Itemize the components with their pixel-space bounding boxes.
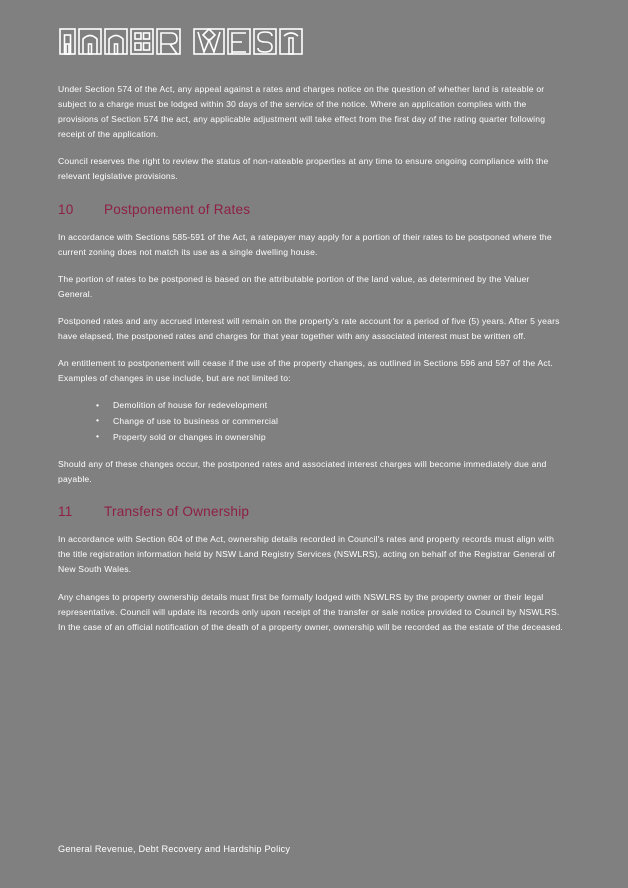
paragraph-intro-2: Council reserves the right to review the status of non-rateable properties at any time to ensure ongoing compliance with the relevant legislative provisions. — [58, 156, 549, 182]
section-heading-11 — [58, 503, 563, 521]
section-10-paragraph-after-1: Should any of these changes occur, the postponed rates and associated interest charges will become immediately due and payable. — [58, 459, 547, 485]
section-title-11: Transfers of Ownership — [104, 504, 250, 520]
document-content — [58, 82, 563, 647]
section-10-paragraph-4: An entitlement to postponement will cease if the use of the property changes, as outlined in Sections 596 and 597 of the Act. Examples of changes in use include, but are not limited to: — [58, 358, 553, 384]
list-item: • Demolition of house for redevelopment — [96, 398, 563, 414]
inner-west-logo-icon — [58, 26, 318, 60]
section-10-paragraph-1: In accordance with Sections 585-591 of the Act, a ratepayer may apply for a portion of their rates to be postponed where the current zoning does not match its use as a single dwelling house. — [58, 231, 552, 257]
section-number-11: 11 — [58, 504, 73, 520]
section-heading-10 — [58, 201, 563, 219]
inner-west-logo — [58, 26, 318, 60]
section-number-10: 10 — [58, 201, 74, 217]
section-10-paragraph-2: The portion of rates to be postponed is based on the attributable portion of the land value, as determined by the Valuer General. — [58, 273, 530, 299]
section-title-10: Postponement of Rates — [104, 201, 251, 217]
list-item: • Property sold or changes in ownership — [96, 430, 563, 446]
footer-document-title: General Revenue, Debt Recovery and Hardship Policy — [58, 844, 291, 854]
list-item: • Change of use to business or commercial — [96, 414, 563, 430]
section-11-paragraph-2: Any changes to property ownership details must first be formally lodged with NSWLRS by the property owner or their legal representative. Council will update its records only upon receipt of the transfer or sale notice provided to Council by NSWLRS. In the case of an official notification of the death of a property owner, ownership will be recorded as the estate of the deceased. — [58, 591, 563, 632]
page-footer — [58, 843, 563, 856]
section-10-bullet-list — [58, 398, 563, 445]
section-10-paragraph-3: Postponed rates and any accrued interest will remain on the property's rate account for a period of five (5) years. After 5 years have elapsed, the postponed rates and charges for that year together with any associated interest must be written off. — [58, 315, 560, 342]
section-11-paragraph-1: In accordance with Section 604 of the Act, ownership details recorded in Council's rates and property records must align with the title registration information held by NSW Land Registry Services (NSWLRS), acting on behalf of the Registrar General of New South Wales. — [58, 534, 556, 575]
paragraph-intro-1: Under Section 574 of the Act, any appeal against a rates and charges notice on the question of whether land is rateable or subject to a charge must be lodged within 30 days of the service of the notice. Where an application complies with the provisions of Section 574 the act, any applicable adjustment will take effect from the first day of the rating quarter following receipt of the application. — [58, 84, 546, 140]
